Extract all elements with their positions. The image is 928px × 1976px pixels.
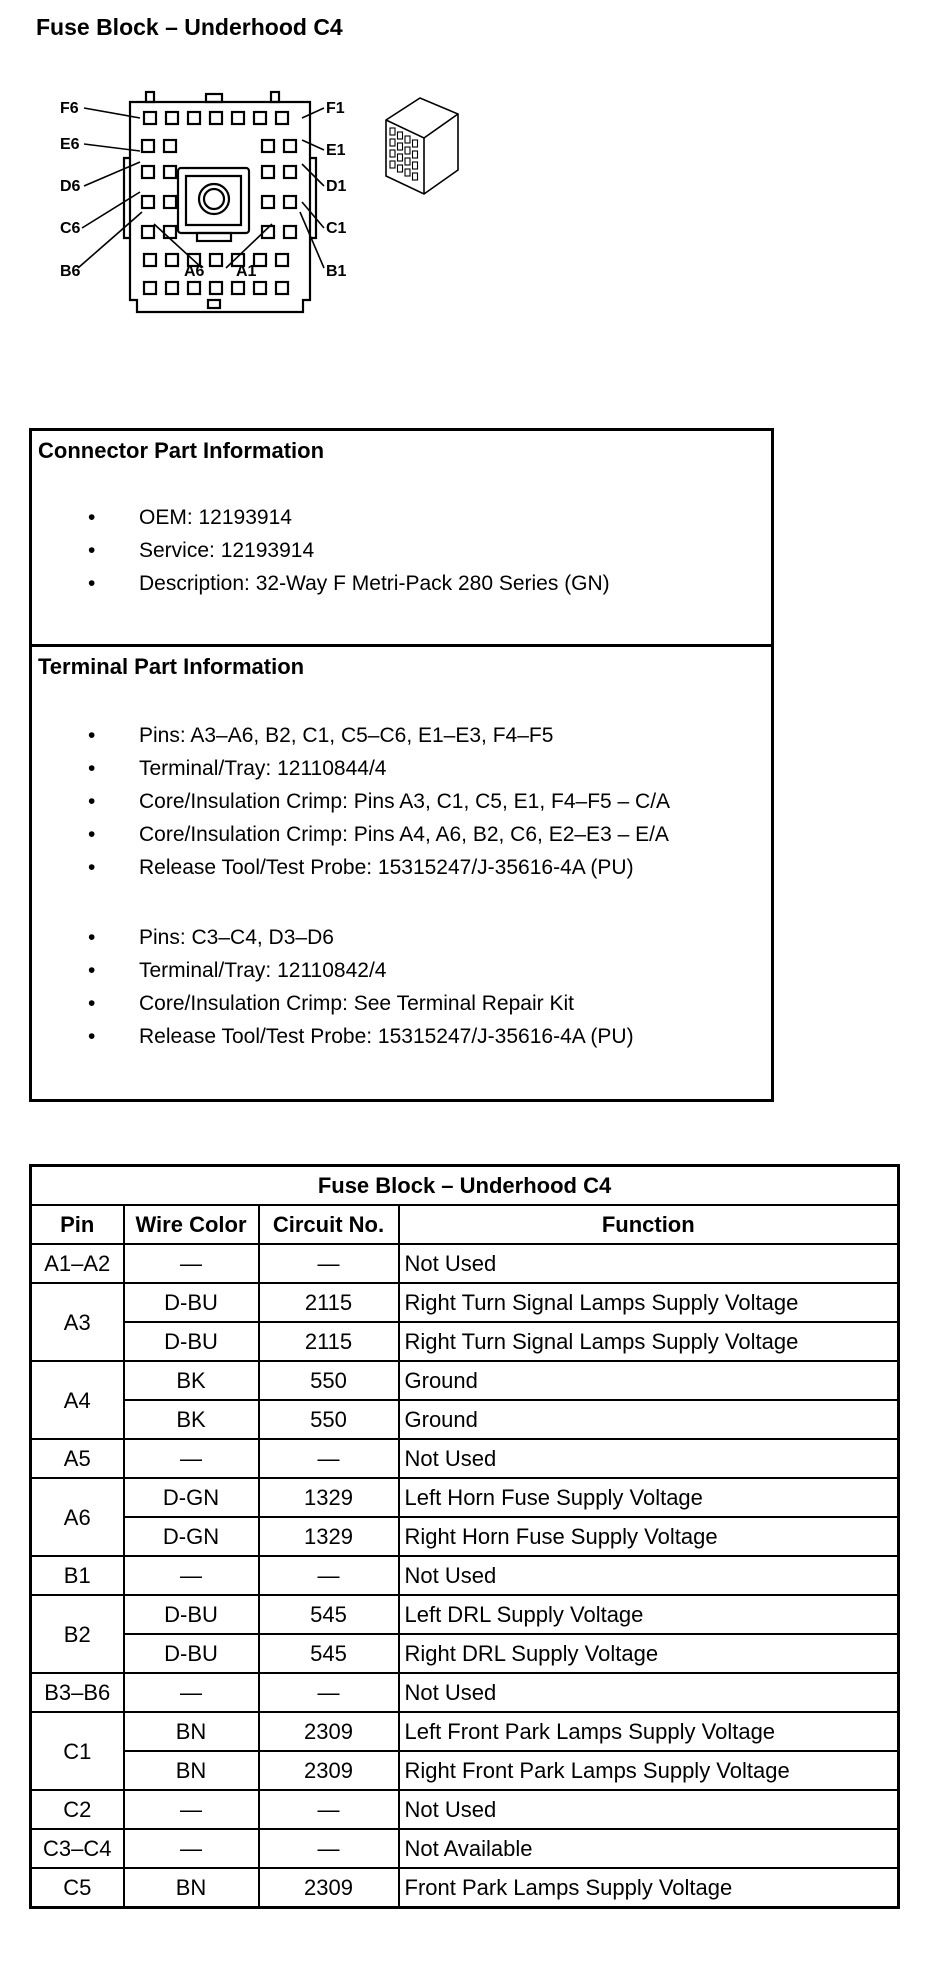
col-header-wire-color: Wire Color — [124, 1205, 259, 1244]
list-item: • Description: 32-Way F Metri-Pack 280 Series (GN) — [38, 567, 771, 600]
wire-color-cell: BK — [124, 1361, 259, 1400]
table-row — [31, 1790, 899, 1829]
list-item: • Terminal/Tray: 12110844/4 — [38, 752, 771, 785]
circuit-cell: 545 — [259, 1634, 399, 1673]
function-cell: Not Used — [399, 1439, 899, 1478]
terminal-cavity — [210, 254, 222, 266]
connector-info-list — [38, 501, 771, 600]
function-cell: Not Used — [399, 1244, 899, 1283]
terminal-cavity — [284, 140, 296, 152]
list-item: • Service: 12193914 — [38, 534, 771, 567]
part-information-box — [29, 428, 774, 1102]
iso-cavity — [398, 143, 403, 150]
wire-color-cell: D-GN — [124, 1517, 259, 1556]
iso-cavity — [413, 173, 418, 180]
connector-isometric-icon — [380, 92, 462, 202]
iso-cavity — [390, 161, 395, 168]
list-item: • Pins: A3–A6, B2, C1, C5–C6, E1–E3, F4–F5 — [38, 719, 771, 752]
terminal-cavity — [166, 254, 178, 266]
connector-face-diagram — [60, 88, 370, 350]
table-row — [31, 1478, 899, 1517]
pin-cell: B3–B6 — [31, 1673, 124, 1712]
table-row — [31, 1400, 899, 1439]
terminal-cavity — [284, 196, 296, 208]
table-row — [31, 1673, 899, 1712]
list-item: • Pins: C3–C4, D3–D6 — [38, 921, 771, 954]
table-caption-row — [31, 1166, 899, 1206]
iso-cavity — [398, 154, 403, 161]
pin-cell: A4 — [31, 1361, 124, 1439]
terminal-cavity — [188, 282, 200, 294]
table-row — [31, 1751, 899, 1790]
terminal-cavity — [276, 282, 288, 294]
wire-color-cell: BK — [124, 1400, 259, 1439]
pin-cell: C1 — [31, 1712, 124, 1790]
circuit-cell: 2309 — [259, 1712, 399, 1751]
pin-label-C1: C1 — [326, 220, 347, 237]
iso-cavity — [390, 139, 395, 146]
terminal-cavity — [284, 166, 296, 178]
pin-cell: C5 — [31, 1868, 124, 1908]
terminal-cavity — [164, 166, 176, 178]
function-cell: Right DRL Supply Voltage — [399, 1634, 899, 1673]
function-cell: Right Turn Signal Lamps Supply Voltage — [399, 1322, 899, 1361]
table-row — [31, 1517, 899, 1556]
terminal-cavity — [232, 282, 244, 294]
function-cell: Left DRL Supply Voltage — [399, 1595, 899, 1634]
terminal-cavity — [188, 112, 200, 124]
pin-label-E6: E6 — [60, 136, 80, 153]
circuit-cell: — — [259, 1829, 399, 1868]
list-item: • Release Tool/Test Probe: 15315247/J-35616-4A (PU) — [38, 851, 771, 884]
iso-cavity — [413, 162, 418, 169]
circuit-cell: — — [259, 1244, 399, 1283]
pin-label-C6: C6 — [60, 220, 81, 237]
iso-cavity — [413, 151, 418, 158]
terminal-info-list-2 — [38, 921, 771, 1053]
pin-label-B6: B6 — [60, 263, 81, 280]
iso-cavity — [390, 128, 395, 135]
terminal-cavity — [164, 226, 176, 238]
terminal-cavity — [142, 196, 154, 208]
function-cell: Left Horn Fuse Supply Voltage — [399, 1478, 899, 1517]
terminal-cavity — [144, 254, 156, 266]
terminal-cavity — [262, 140, 274, 152]
function-cell: Front Park Lamps Supply Voltage — [399, 1868, 899, 1908]
pin-cell: B2 — [31, 1595, 124, 1673]
function-cell: Ground — [399, 1361, 899, 1400]
function-cell: Right Front Park Lamps Supply Voltage — [399, 1751, 899, 1790]
iso-cavity — [398, 165, 403, 172]
circuit-cell: 2309 — [259, 1868, 399, 1908]
iso-cavity — [398, 132, 403, 139]
list-item: • Release Tool/Test Probe: 15315247/J-35616-4A (PU) — [38, 1020, 771, 1053]
terminal-part-info — [32, 647, 771, 1053]
wire-color-cell: — — [124, 1244, 259, 1283]
wire-color-cell: — — [124, 1556, 259, 1595]
circuit-cell: — — [259, 1790, 399, 1829]
wire-color-cell: D-BU — [124, 1322, 259, 1361]
pin-cell: A6 — [31, 1478, 124, 1556]
pin-cell: A1–A2 — [31, 1244, 124, 1283]
wire-color-cell: — — [124, 1790, 259, 1829]
terminal-cavity — [276, 112, 288, 124]
iso-cavity — [413, 140, 418, 147]
col-header-function: Function — [399, 1205, 899, 1244]
terminal-cavity — [164, 140, 176, 152]
circuit-cell: 550 — [259, 1361, 399, 1400]
col-header-circuit-no: Circuit No. — [259, 1205, 399, 1244]
iso-cavity — [390, 150, 395, 157]
function-cell: Not Used — [399, 1673, 899, 1712]
wire-color-cell: — — [124, 1829, 259, 1868]
pin-label-A6: A6 — [184, 263, 205, 280]
terminal-cavity — [254, 112, 266, 124]
iso-cavity — [405, 169, 410, 176]
list-item: • Core/Insulation Crimp: See Terminal Repair Kit — [38, 987, 771, 1020]
terminal-cavity — [164, 196, 176, 208]
connector-info-heading: Connector Part Information — [38, 438, 325, 463]
list-item: • Terminal/Tray: 12110842/4 — [38, 954, 771, 987]
terminal-cavity — [142, 226, 154, 238]
pin-label-D6: D6 — [60, 178, 81, 195]
pin-cell: A3 — [31, 1283, 124, 1361]
terminal-cavity — [232, 112, 244, 124]
wire-color-cell: D-GN — [124, 1478, 259, 1517]
terminal-cavity — [262, 196, 274, 208]
wire-color-cell: BN — [124, 1751, 259, 1790]
circuit-cell: 545 — [259, 1595, 399, 1634]
terminal-cavity — [144, 282, 156, 294]
list-item: • OEM: 12193914 — [38, 501, 771, 534]
function-cell: Left Front Park Lamps Supply Voltage — [399, 1712, 899, 1751]
circuit-cell: 1329 — [259, 1517, 399, 1556]
iso-cavity — [405, 158, 410, 165]
function-cell: Not Used — [399, 1790, 899, 1829]
pinout-table — [29, 1164, 900, 1909]
terminal-cavity — [166, 112, 178, 124]
table-row — [31, 1361, 899, 1400]
table-row — [31, 1595, 899, 1634]
table-caption: Fuse Block – Underhood C4 — [31, 1166, 899, 1206]
terminal-cavity — [142, 166, 154, 178]
circuit-cell: 2309 — [259, 1751, 399, 1790]
circuit-cell: 2115 — [259, 1322, 399, 1361]
table-row — [31, 1868, 899, 1908]
pin-label-E1: E1 — [326, 142, 346, 159]
wire-color-cell: D-BU — [124, 1634, 259, 1673]
table-row — [31, 1244, 899, 1283]
pin-cell: C3–C4 — [31, 1829, 124, 1868]
terminal-cavity — [144, 112, 156, 124]
pin-label-A1: A1 — [236, 263, 257, 280]
col-header-pin: Pin — [31, 1205, 124, 1244]
iso-cavity — [405, 136, 410, 143]
table-row — [31, 1556, 899, 1595]
function-cell: Not Used — [399, 1556, 899, 1595]
wire-color-cell: D-BU — [124, 1595, 259, 1634]
terminal-cavity — [262, 166, 274, 178]
pin-label-B1: B1 — [326, 263, 347, 280]
function-cell: Ground — [399, 1400, 899, 1439]
terminal-cavity — [284, 226, 296, 238]
wire-color-cell: BN — [124, 1712, 259, 1751]
circuit-cell: 1329 — [259, 1478, 399, 1517]
table-row — [31, 1829, 899, 1868]
pin-cell: C2 — [31, 1790, 124, 1829]
table-row — [31, 1712, 899, 1751]
center-cavity — [178, 168, 249, 233]
list-item: • Core/Insulation Crimp: Pins A3, C1, C5, E1, F4–F5 – C/A — [38, 785, 771, 818]
table-header-row — [31, 1205, 899, 1244]
pin-label-D1: D1 — [326, 178, 347, 195]
circuit-cell: — — [259, 1556, 399, 1595]
pin-label-F6: F6 — [60, 100, 79, 117]
list-item: • Core/Insulation Crimp: Pins A4, A6, B2, C6, E2–E3 – E/A — [38, 818, 771, 851]
function-cell: Right Horn Fuse Supply Voltage — [399, 1517, 899, 1556]
table-row — [31, 1634, 899, 1673]
wire-color-cell: D-BU — [124, 1283, 259, 1322]
function-cell: Not Available — [399, 1829, 899, 1868]
function-cell: Right Turn Signal Lamps Supply Voltage — [399, 1283, 899, 1322]
connector-part-info — [32, 431, 771, 647]
page-title: Fuse Block – Underhood C4 — [36, 14, 343, 40]
terminal-info-list-1 — [38, 719, 771, 884]
terminal-cavity — [166, 282, 178, 294]
circuit-cell: — — [259, 1439, 399, 1478]
terminal-cavity — [210, 282, 222, 294]
wire-color-cell: — — [124, 1439, 259, 1478]
circuit-cell: — — [259, 1673, 399, 1712]
pin-cell: B1 — [31, 1556, 124, 1595]
terminal-cavity — [254, 282, 266, 294]
pin-cell: A5 — [31, 1439, 124, 1478]
terminal-cavity — [142, 140, 154, 152]
pin-label-F1: F1 — [326, 100, 345, 117]
terminal-cavity — [210, 112, 222, 124]
circuit-cell: 2115 — [259, 1283, 399, 1322]
iso-cavity — [405, 147, 410, 154]
table-row — [31, 1283, 899, 1322]
wire-color-cell: — — [124, 1673, 259, 1712]
terminal-info-heading: Terminal Part Information — [38, 654, 305, 679]
table-row — [31, 1439, 899, 1478]
terminal-cavity — [276, 254, 288, 266]
circuit-cell: 550 — [259, 1400, 399, 1439]
wire-color-cell: BN — [124, 1868, 259, 1908]
table-row — [31, 1322, 899, 1361]
